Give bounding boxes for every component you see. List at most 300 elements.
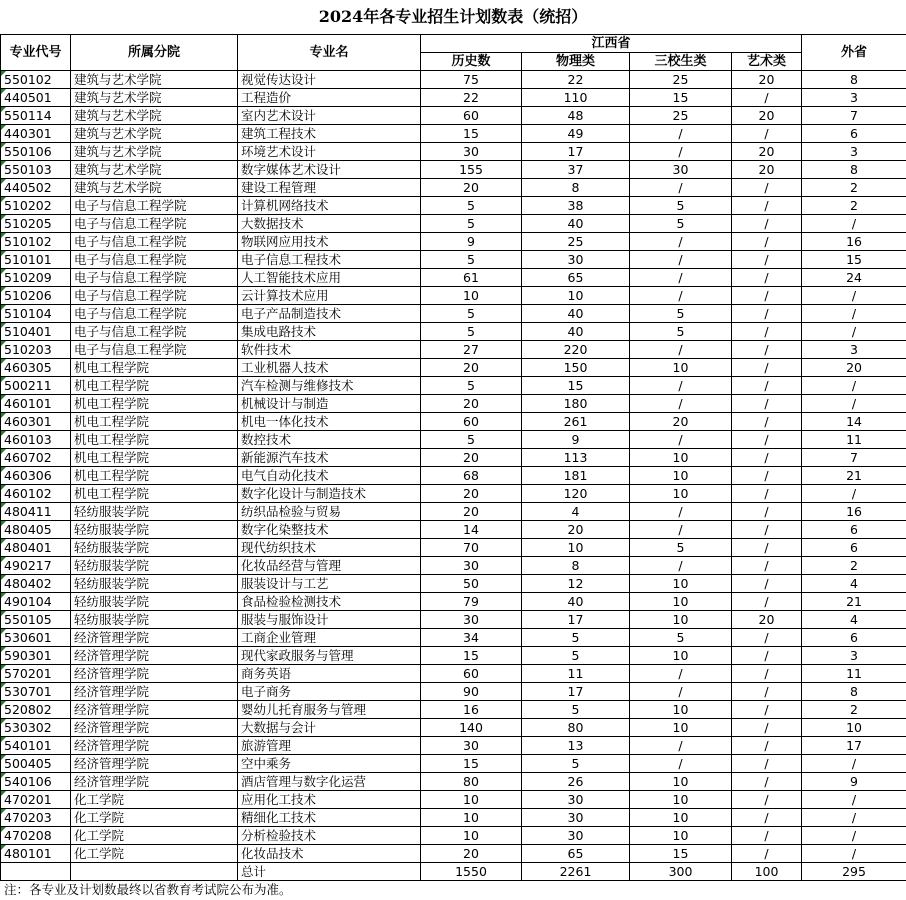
table-row: [1, 125, 906, 143]
physics-cell: 5: [522, 755, 630, 773]
table-row: [1, 143, 906, 161]
major-cell: 电子产品制造技术: [238, 305, 421, 323]
major-cell: 数字媒体艺术设计: [238, 161, 421, 179]
three-schools-cell: 5: [630, 539, 732, 557]
art-cell: 20: [732, 611, 802, 629]
table-row: [1, 701, 906, 719]
out-province-cell: 6: [802, 521, 906, 539]
history-cell: 60: [421, 413, 522, 431]
physics-cell: 113: [522, 449, 630, 467]
major-cell: 物联网应用技术: [238, 233, 421, 251]
three-schools-cell: /: [630, 665, 732, 683]
physics-cell: 181: [522, 467, 630, 485]
art-cell: 20: [732, 143, 802, 161]
college-cell: 经济管理学院: [71, 773, 238, 791]
table-row: [1, 485, 906, 503]
three-schools-cell: /: [630, 269, 732, 287]
three-schools-cell: 10: [630, 773, 732, 791]
college-cell: 建筑与艺术学院: [71, 125, 238, 143]
major-cell: 大数据技术: [238, 215, 421, 233]
college-cell: 建筑与艺术学院: [71, 71, 238, 89]
out-province-cell: 21: [802, 467, 906, 485]
table-row: [1, 467, 906, 485]
code-cell: 510102: [1, 233, 71, 251]
code-cell: 440502: [1, 179, 71, 197]
history-cell: 22: [421, 89, 522, 107]
code-cell: 480405: [1, 521, 71, 539]
physics-cell: 30: [522, 251, 630, 269]
art-cell: /: [732, 89, 802, 107]
out-province-cell: 9: [802, 773, 906, 791]
code-cell: 490104: [1, 593, 71, 611]
code-cell: 540101: [1, 737, 71, 755]
history-cell: 10: [421, 287, 522, 305]
out-province-cell: /: [802, 395, 906, 413]
college-cell: 电子与信息工程学院: [71, 251, 238, 269]
code-cell: 520802: [1, 701, 71, 719]
physics-cell: 80: [522, 719, 630, 737]
physics-cell: 11: [522, 665, 630, 683]
major-cell: 集成电路技术: [238, 323, 421, 341]
table-row: [1, 755, 906, 773]
three-schools-cell: 25: [630, 107, 732, 125]
table-row: [1, 647, 906, 665]
out-province-cell: 16: [802, 503, 906, 521]
code-cell: 510101: [1, 251, 71, 269]
table-row: [1, 197, 906, 215]
major-cell: 食品检验检测技术: [238, 593, 421, 611]
code-cell: 550105: [1, 611, 71, 629]
major-cell: 汽车检测与维修技术: [238, 377, 421, 395]
total-college-cell: [71, 863, 238, 881]
physics-cell: 65: [522, 269, 630, 287]
three-schools-cell: 10: [630, 485, 732, 503]
out-province-cell: 2: [802, 197, 906, 215]
three-schools-cell: 25: [630, 71, 732, 89]
major-cell: 商务英语: [238, 665, 421, 683]
table-row: [1, 215, 906, 233]
major-cell: 新能源汽车技术: [238, 449, 421, 467]
college-cell: 轻纺服装学院: [71, 521, 238, 539]
code-cell: 540106: [1, 773, 71, 791]
art-cell: /: [732, 287, 802, 305]
code-cell: 460103: [1, 431, 71, 449]
three-schools-cell: 10: [630, 449, 732, 467]
header-major: 专业名: [238, 35, 421, 71]
major-cell: 人工智能技术应用: [238, 269, 421, 287]
table-row: [1, 341, 906, 359]
out-province-cell: /: [802, 323, 906, 341]
art-cell: /: [732, 179, 802, 197]
major-cell: 数控技术: [238, 431, 421, 449]
physics-cell: 40: [522, 593, 630, 611]
table-row: [1, 89, 906, 107]
college-cell: 机电工程学院: [71, 485, 238, 503]
table-title: 2024年各专业招生计划数表（统招）: [318, 7, 588, 26]
art-cell: /: [732, 629, 802, 647]
physics-cell: 5: [522, 647, 630, 665]
art-cell: /: [732, 737, 802, 755]
code-cell: 550106: [1, 143, 71, 161]
major-cell: 建设工程管理: [238, 179, 421, 197]
out-province-cell: 16: [802, 233, 906, 251]
out-province-cell: 3: [802, 341, 906, 359]
history-cell: 5: [421, 431, 522, 449]
art-cell: /: [732, 377, 802, 395]
physics-cell: 40: [522, 323, 630, 341]
college-cell: 机电工程学院: [71, 413, 238, 431]
out-province-cell: 11: [802, 665, 906, 683]
history-cell: 34: [421, 629, 522, 647]
three-schools-cell: /: [630, 125, 732, 143]
out-province-cell: 2: [802, 179, 906, 197]
out-province-cell: /: [802, 485, 906, 503]
header-physics: 物理类: [522, 53, 630, 71]
out-province-cell: 7: [802, 107, 906, 125]
physics-cell: 150: [522, 359, 630, 377]
history-cell: 5: [421, 215, 522, 233]
table-row: [1, 413, 906, 431]
art-cell: /: [732, 791, 802, 809]
table-row: [1, 251, 906, 269]
history-cell: 20: [421, 845, 522, 863]
history-cell: 30: [421, 557, 522, 575]
art-cell: /: [732, 233, 802, 251]
out-province-cell: /: [802, 791, 906, 809]
history-cell: 5: [421, 323, 522, 341]
college-cell: 经济管理学院: [71, 719, 238, 737]
code-cell: 530302: [1, 719, 71, 737]
major-cell: 电气自动化技术: [238, 467, 421, 485]
three-schools-cell: /: [630, 737, 732, 755]
table-row: [1, 323, 906, 341]
three-schools-cell: /: [630, 341, 732, 359]
art-cell: /: [732, 467, 802, 485]
physics-cell: 30: [522, 809, 630, 827]
history-cell: 20: [421, 179, 522, 197]
art-cell: /: [732, 701, 802, 719]
major-cell: 室内艺术设计: [238, 107, 421, 125]
college-cell: 建筑与艺术学院: [71, 143, 238, 161]
out-province-cell: 6: [802, 629, 906, 647]
history-cell: 5: [421, 377, 522, 395]
college-cell: 建筑与艺术学院: [71, 89, 238, 107]
college-cell: 化工学院: [71, 809, 238, 827]
major-cell: 服装与服饰设计: [238, 611, 421, 629]
college-cell: 机电工程学院: [71, 359, 238, 377]
physics-cell: 17: [522, 611, 630, 629]
college-cell: 轻纺服装学院: [71, 593, 238, 611]
physics-cell: 15: [522, 377, 630, 395]
three-schools-cell: 5: [630, 629, 732, 647]
physics-cell: 220: [522, 341, 630, 359]
out-province-cell: /: [802, 845, 906, 863]
physics-cell: 20: [522, 521, 630, 539]
major-cell: 电子商务: [238, 683, 421, 701]
physics-cell: 17: [522, 143, 630, 161]
history-cell: 10: [421, 809, 522, 827]
art-cell: /: [732, 575, 802, 593]
out-province-cell: 2: [802, 557, 906, 575]
art-cell: /: [732, 809, 802, 827]
three-schools-cell: /: [630, 395, 732, 413]
code-cell: 440301: [1, 125, 71, 143]
table-row: [1, 305, 906, 323]
three-schools-cell: 5: [630, 215, 732, 233]
major-cell: 机械设计与制造: [238, 395, 421, 413]
three-schools-cell: /: [630, 557, 732, 575]
three-schools-cell: 5: [630, 305, 732, 323]
art-cell: 20: [732, 71, 802, 89]
out-province-cell: 15: [802, 251, 906, 269]
history-cell: 60: [421, 665, 522, 683]
table-row: [1, 161, 906, 179]
college-cell: 电子与信息工程学院: [71, 215, 238, 233]
college-cell: 化工学院: [71, 791, 238, 809]
physics-cell: 5: [522, 629, 630, 647]
out-province-cell: 21: [802, 593, 906, 611]
header-college: 所属分院: [71, 35, 238, 71]
out-province-cell: 20: [802, 359, 906, 377]
out-province-cell: /: [802, 827, 906, 845]
history-cell: 61: [421, 269, 522, 287]
history-cell: 140: [421, 719, 522, 737]
major-cell: 工商企业管理: [238, 629, 421, 647]
out-province-cell: 2: [802, 701, 906, 719]
three-schools-cell: 10: [630, 701, 732, 719]
table-row: [1, 71, 906, 89]
history-cell: 5: [421, 305, 522, 323]
history-cell: 15: [421, 647, 522, 665]
three-schools-cell: 10: [630, 647, 732, 665]
physics-cell: 10: [522, 539, 630, 557]
code-cell: 480411: [1, 503, 71, 521]
physics-cell: 180: [522, 395, 630, 413]
art-cell: /: [732, 251, 802, 269]
physics-cell: 25: [522, 233, 630, 251]
college-cell: 经济管理学院: [71, 665, 238, 683]
code-cell: 510202: [1, 197, 71, 215]
art-cell: /: [732, 215, 802, 233]
major-cell: 视觉传达设计: [238, 71, 421, 89]
out-province-cell: /: [802, 215, 906, 233]
history-cell: 20: [421, 359, 522, 377]
major-cell: 大数据与会计: [238, 719, 421, 737]
history-cell: 30: [421, 737, 522, 755]
code-cell: 590301: [1, 647, 71, 665]
out-province-cell: /: [802, 305, 906, 323]
major-cell: 纺织品检验与贸易: [238, 503, 421, 521]
college-cell: 电子与信息工程学院: [71, 341, 238, 359]
physics-cell: 26: [522, 773, 630, 791]
out-province-cell: 3: [802, 143, 906, 161]
out-province-cell: 17: [802, 737, 906, 755]
major-cell: 酒店管理与数字化运营: [238, 773, 421, 791]
three-schools-cell: /: [630, 287, 732, 305]
history-cell: 50: [421, 575, 522, 593]
table-row: [1, 287, 906, 305]
code-cell: 510209: [1, 269, 71, 287]
code-cell: 480402: [1, 575, 71, 593]
history-cell: 20: [421, 395, 522, 413]
three-schools-cell: 10: [630, 575, 732, 593]
college-cell: 电子与信息工程学院: [71, 323, 238, 341]
major-cell: 婴幼儿托育服务与管理: [238, 701, 421, 719]
table-row: [1, 539, 906, 557]
physics-cell: 40: [522, 215, 630, 233]
major-cell: 软件技术: [238, 341, 421, 359]
three-schools-cell: /: [630, 431, 732, 449]
history-cell: 20: [421, 485, 522, 503]
college-cell: 经济管理学院: [71, 701, 238, 719]
history-cell: 30: [421, 611, 522, 629]
history-cell: 80: [421, 773, 522, 791]
history-cell: 68: [421, 467, 522, 485]
out-province-cell: 6: [802, 539, 906, 557]
total-out-province: 295: [802, 863, 906, 881]
history-cell: 79: [421, 593, 522, 611]
code-cell: 460702: [1, 449, 71, 467]
art-cell: /: [732, 845, 802, 863]
art-cell: 20: [732, 107, 802, 125]
table-row: [1, 233, 906, 251]
out-province-cell: 8: [802, 71, 906, 89]
history-cell: 75: [421, 71, 522, 89]
physics-cell: 261: [522, 413, 630, 431]
college-cell: 电子与信息工程学院: [71, 233, 238, 251]
code-cell: 510206: [1, 287, 71, 305]
table-row: [1, 395, 906, 413]
three-schools-cell: /: [630, 251, 732, 269]
art-cell: /: [732, 431, 802, 449]
history-cell: 60: [421, 107, 522, 125]
out-province-cell: 8: [802, 683, 906, 701]
code-cell: 490217: [1, 557, 71, 575]
major-cell: 化妆品经营与管理: [238, 557, 421, 575]
out-province-cell: 4: [802, 611, 906, 629]
code-cell: 530601: [1, 629, 71, 647]
table-row: [1, 359, 906, 377]
code-cell: 510205: [1, 215, 71, 233]
college-cell: 经济管理学院: [71, 755, 238, 773]
three-schools-cell: /: [630, 503, 732, 521]
history-cell: 155: [421, 161, 522, 179]
art-cell: /: [732, 449, 802, 467]
college-cell: 经济管理学院: [71, 647, 238, 665]
code-cell: 550102: [1, 71, 71, 89]
total-row: [1, 863, 906, 881]
table-row: [1, 827, 906, 845]
art-cell: /: [732, 521, 802, 539]
major-cell: 应用化工技术: [238, 791, 421, 809]
header-jiangxi: 江西省: [421, 35, 802, 53]
history-cell: 70: [421, 539, 522, 557]
physics-cell: 37: [522, 161, 630, 179]
three-schools-cell: 15: [630, 845, 732, 863]
physics-cell: 30: [522, 791, 630, 809]
history-cell: 10: [421, 827, 522, 845]
art-cell: /: [732, 125, 802, 143]
code-cell: 460305: [1, 359, 71, 377]
out-province-cell: 3: [802, 89, 906, 107]
major-cell: 云计算技术应用: [238, 287, 421, 305]
college-cell: 轻纺服装学院: [71, 557, 238, 575]
art-cell: /: [732, 359, 802, 377]
major-cell: 电子信息工程技术: [238, 251, 421, 269]
header-history: 历史数: [421, 53, 522, 71]
art-cell: /: [732, 827, 802, 845]
physics-cell: 8: [522, 557, 630, 575]
history-cell: 5: [421, 197, 522, 215]
art-cell: /: [732, 647, 802, 665]
college-cell: 化工学院: [71, 827, 238, 845]
physics-cell: 49: [522, 125, 630, 143]
table-row: [1, 611, 906, 629]
art-cell: /: [732, 485, 802, 503]
header-art: 艺术类: [732, 53, 802, 71]
major-cell: 建筑工程技术: [238, 125, 421, 143]
footnote: 注：各专业及计划数最终以省教育考试院公布为准。: [4, 882, 292, 897]
physics-cell: 13: [522, 737, 630, 755]
code-cell: 470201: [1, 791, 71, 809]
code-cell: 460101: [1, 395, 71, 413]
physics-cell: 120: [522, 485, 630, 503]
art-cell: /: [732, 413, 802, 431]
out-province-cell: 6: [802, 125, 906, 143]
physics-cell: 30: [522, 827, 630, 845]
physics-cell: 12: [522, 575, 630, 593]
art-cell: /: [732, 197, 802, 215]
art-cell: /: [732, 323, 802, 341]
college-cell: 经济管理学院: [71, 629, 238, 647]
art-cell: /: [732, 755, 802, 773]
total-three-schools: 300: [630, 863, 732, 881]
physics-cell: 40: [522, 305, 630, 323]
out-province-cell: /: [802, 287, 906, 305]
college-cell: 机电工程学院: [71, 431, 238, 449]
table-row: [1, 791, 906, 809]
college-cell: 轻纺服装学院: [71, 611, 238, 629]
three-schools-cell: /: [630, 377, 732, 395]
out-province-cell: /: [802, 377, 906, 395]
table-row: [1, 503, 906, 521]
major-cell: 现代纺织技术: [238, 539, 421, 557]
three-schools-cell: 10: [630, 809, 732, 827]
total-history: 1550: [421, 863, 522, 881]
college-cell: 电子与信息工程学院: [71, 197, 238, 215]
three-schools-cell: /: [630, 143, 732, 161]
total-code-cell: [1, 863, 71, 881]
art-cell: /: [732, 395, 802, 413]
major-cell: 工程造价: [238, 89, 421, 107]
out-province-cell: 24: [802, 269, 906, 287]
major-cell: 数字化设计与制造技术: [238, 485, 421, 503]
table-row: [1, 683, 906, 701]
college-cell: 轻纺服装学院: [71, 503, 238, 521]
code-cell: 500211: [1, 377, 71, 395]
table-row: [1, 845, 906, 863]
physics-cell: 5: [522, 701, 630, 719]
college-cell: 机电工程学院: [71, 449, 238, 467]
physics-cell: 17: [522, 683, 630, 701]
college-cell: 化工学院: [71, 845, 238, 863]
total-physics: 2261: [522, 863, 630, 881]
history-cell: 20: [421, 503, 522, 521]
code-cell: 440501: [1, 89, 71, 107]
major-cell: 机电一体化技术: [238, 413, 421, 431]
art-cell: /: [732, 539, 802, 557]
three-schools-cell: 10: [630, 359, 732, 377]
